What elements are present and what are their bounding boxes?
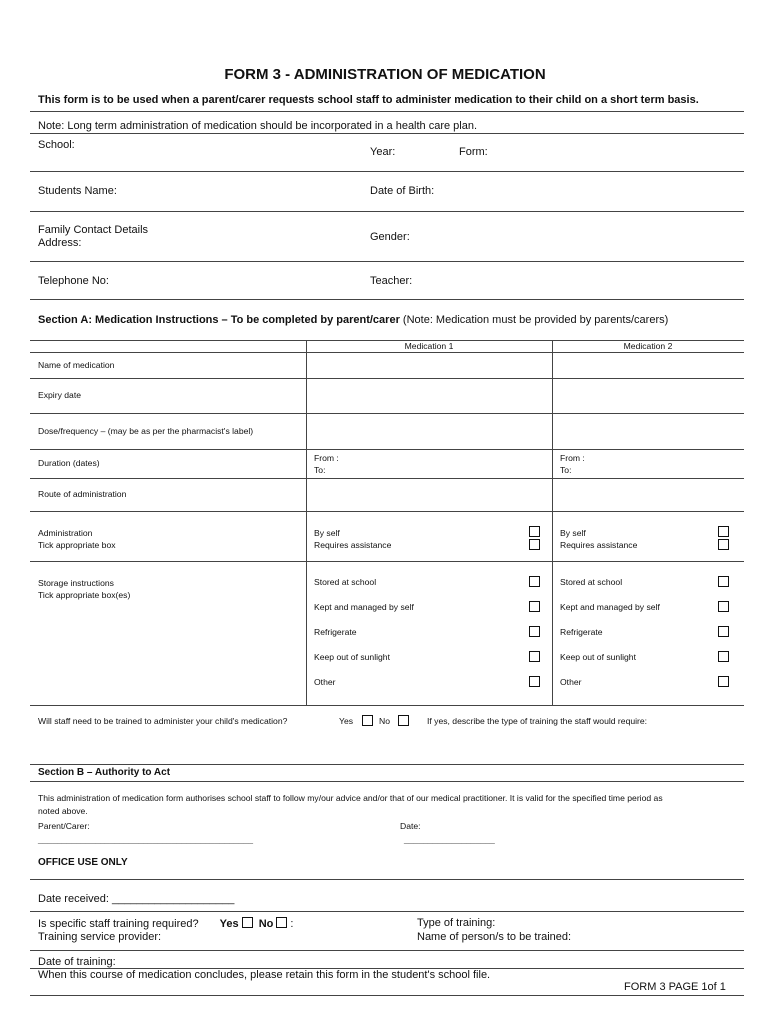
divider [30, 261, 744, 262]
administration-label: Administration [38, 528, 93, 538]
storage-option-label: Refrigerate [314, 627, 357, 637]
med1-kept-by-self-checkbox[interactable] [529, 601, 540, 612]
office-no-label: No [258, 918, 274, 930]
office-yes-label: Yes [219, 918, 239, 930]
office-colon: : [290, 918, 294, 930]
staff-training-question [38, 917, 293, 930]
col-header-medication-2: Medication 2 [623, 341, 673, 351]
administration-med-2 [560, 527, 637, 551]
form-purpose: This form is to be used when a parent/carer requests school staff to administer medication to their child on a short term basis. [38, 94, 699, 106]
table-line [30, 413, 744, 414]
divider [30, 133, 744, 134]
row-label-administration [38, 527, 116, 551]
med2-stored-at-school-checkbox[interactable] [718, 576, 729, 587]
storage-option-label: Kept and managed by self [560, 602, 660, 612]
section-b-heading: Section B – Authority to Act [38, 767, 171, 778]
family-contact-label: Family Contact Details [38, 224, 149, 236]
divider [30, 781, 744, 782]
staff-training-label: Is specific staff training required? [38, 918, 199, 930]
parent-carer-label: Parent/Carer: [38, 821, 90, 831]
students-name-label: Students Name: [38, 185, 117, 197]
table-line [30, 561, 744, 562]
requires-assistance-label: Requires assistance [560, 540, 638, 550]
storage-option-label: Keep out of sunlight [560, 652, 636, 662]
table-line [30, 478, 744, 479]
section-b-text: This administration of medication form authorises school staff to follow my/our advice and/or that of our medical practitioner. It is valid for the specified time period as [38, 793, 663, 803]
duration-med-1 [314, 452, 339, 476]
retain-form-note: When this course of medication concludes, please retain this form in the student's school file. [38, 969, 491, 981]
divider [30, 211, 744, 212]
year-label: Year: [370, 146, 396, 158]
row-label-dose: Dose/frequency – (may be as per the pharmacist's label) [38, 426, 254, 436]
table-line [30, 705, 744, 706]
storage-option-label: Stored at school [560, 577, 623, 587]
col-header-medication-1: Medication 1 [404, 341, 454, 351]
tick-boxes-label: Tick appropriate box(es) [38, 590, 131, 600]
section-b-text-cont: noted above. [38, 806, 88, 816]
med1-refrigerate-checkbox[interactable] [529, 626, 540, 637]
gender-label: Gender: [370, 231, 410, 243]
med1-stored-at-school-checkbox[interactable] [529, 576, 540, 587]
table-line [30, 511, 744, 512]
med1-requires-assistance-checkbox[interactable] [529, 539, 540, 550]
by-self-label: By self [560, 528, 586, 538]
address-label: Address: [38, 237, 82, 249]
med1-by-self-checkbox[interactable] [529, 526, 540, 537]
divider [30, 911, 744, 912]
training-no-checkbox[interactable] [398, 715, 409, 726]
section-a-heading [38, 314, 668, 326]
med2-refrigerate-checkbox[interactable] [718, 626, 729, 637]
persons-trained-label: Name of person/s to be trained: [417, 931, 572, 943]
divider [30, 764, 744, 765]
med1-keep-out-of-sunlight-checkbox[interactable] [529, 651, 540, 662]
row-label-name: Name of medication [38, 360, 115, 370]
type-of-training-label: Type of training: [417, 917, 496, 929]
storage-option-label: Stored at school [314, 577, 377, 587]
table-line [30, 352, 744, 353]
storage-option-label: Refrigerate [560, 627, 603, 637]
training-provider-label: Training service provider: [38, 931, 162, 943]
table-line [30, 378, 744, 379]
date-label: Date: [400, 821, 421, 831]
form-label: Form: [459, 146, 488, 158]
divider [30, 111, 744, 112]
row-label-storage [38, 577, 130, 601]
training-yes-checkbox[interactable] [362, 715, 373, 726]
telephone-label: Telephone No: [38, 275, 109, 287]
section-a-title: Section A: Medication Instructions – To be completed by parent/carer [38, 314, 400, 326]
med2-other-checkbox[interactable] [718, 676, 729, 687]
date-received-field: Date received: ____________________ [38, 893, 235, 905]
requires-assistance-label: Requires assistance [314, 540, 392, 550]
divider [30, 879, 744, 880]
to-label: To: [314, 465, 326, 475]
office-yes-checkbox[interactable] [242, 917, 253, 928]
training-describe-label: If yes, describe the type of training the staff would require: [427, 716, 648, 726]
med2-by-self-checkbox[interactable] [718, 526, 729, 537]
divider [30, 950, 744, 951]
to-label: To: [560, 465, 572, 475]
med1-other-checkbox[interactable] [529, 676, 540, 687]
section-a-note: (Note: Medication must be provided by parents/carers) [402, 314, 669, 326]
storage-option-label: Keep out of sunlight [314, 652, 390, 662]
parent-signature-line[interactable]: _____________________________________________ [38, 834, 254, 844]
row-label-expiry: Expiry date [38, 390, 81, 400]
divider [30, 995, 744, 996]
form-note: Note: Long term administration of medication should be incorporated in a health care plan. [38, 120, 478, 132]
row-label-route: Route of administration [38, 489, 127, 499]
office-no-checkbox[interactable] [276, 917, 287, 928]
administration-med-1 [314, 527, 391, 551]
from-label: From : [314, 453, 339, 463]
training-question: Will staff need to be trained to administer your child's medication? [38, 716, 288, 726]
table-line [30, 449, 744, 450]
storage-option-label: Kept and managed by self [314, 602, 414, 612]
training-yes-label: Yes [339, 716, 354, 726]
training-no-label: No [379, 716, 390, 726]
storage-option-label: Other [560, 677, 582, 687]
school-label: School: [38, 139, 75, 151]
divider [30, 299, 744, 300]
footer-page-number: FORM 3 PAGE 1of 1 [624, 981, 726, 993]
med2-keep-out-of-sunlight-checkbox[interactable] [718, 651, 729, 662]
row-label-duration: Duration (dates) [38, 458, 100, 468]
med2-requires-assistance-checkbox[interactable] [718, 539, 729, 550]
form-title: FORM 3 - ADMINISTRATION OF MEDICATION [224, 66, 546, 83]
med2-kept-by-self-checkbox[interactable] [718, 601, 729, 612]
from-label: From : [560, 453, 585, 463]
teacher-label: Teacher: [370, 275, 413, 287]
divider [30, 171, 744, 172]
storage-option-label: Other [314, 677, 336, 687]
date-signature-line[interactable]: ___________________ [404, 834, 495, 844]
dob-label: Date of Birth: [370, 185, 435, 197]
office-use-heading: OFFICE USE ONLY [38, 857, 128, 868]
table-col-line [552, 340, 553, 705]
duration-med-2 [560, 452, 585, 476]
by-self-label: By self [314, 528, 340, 538]
storage-label: Storage instructions [38, 578, 114, 588]
tick-box-label: Tick appropriate box [38, 540, 116, 550]
date-of-training-label: Date of training: [38, 956, 116, 968]
table-col-line [306, 340, 307, 705]
